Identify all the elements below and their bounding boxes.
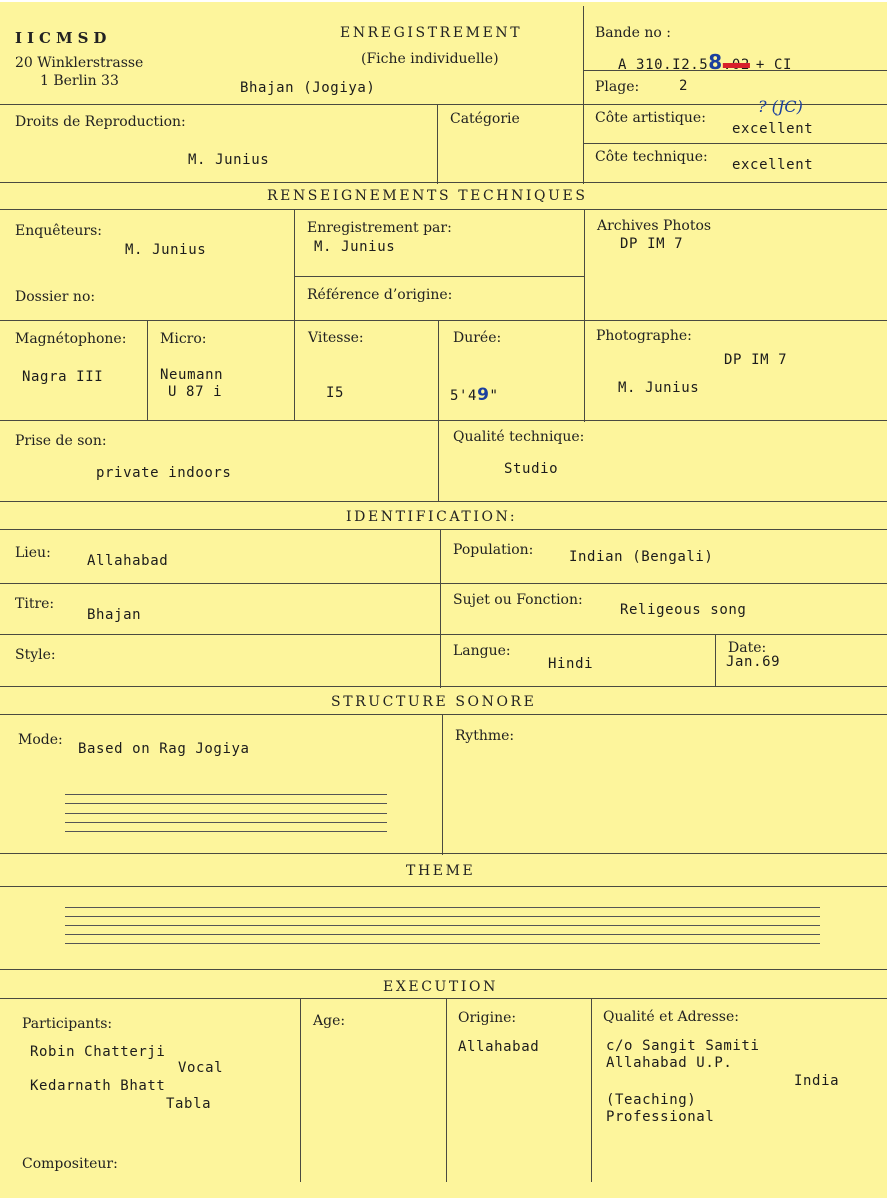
enqueteurs-value: M. Junius: [125, 242, 207, 258]
plage-value: 2: [679, 78, 689, 94]
address-line-2: 1 Berlin 33: [40, 73, 119, 89]
rythme-label: Rythme:: [455, 728, 515, 744]
categorie-label: Catégorie: [450, 111, 520, 127]
sujet-value: Religeous song: [620, 602, 747, 618]
reference-label: Référence d’origine:: [307, 287, 453, 303]
photographe-name: M. Junius: [618, 380, 700, 396]
blank-line: [65, 916, 820, 917]
micro-value-brand: Neumann: [160, 367, 224, 383]
bande-label: Bande no :: [595, 25, 671, 41]
dossier-label: Dossier no:: [15, 289, 96, 305]
blank-line: [65, 803, 387, 804]
enreg-par-value: M. Junius: [314, 239, 396, 255]
participant-1-name: Robin Chatterji: [30, 1044, 166, 1060]
divider: [438, 321, 439, 502]
participant-2-name: Kedarnath Bhatt: [30, 1078, 166, 1094]
institution-logo: IICMSD: [15, 29, 112, 47]
magneto-value: Nagra III: [22, 369, 104, 385]
langue-label: Langue:: [453, 643, 511, 659]
divider: [0, 209, 887, 210]
plage-label: Plage:: [595, 79, 640, 95]
adresse-country: India: [794, 1073, 840, 1089]
section-title-technical: RENSEIGNEMENTS TECHNIQUES: [267, 188, 588, 204]
divider: [0, 686, 887, 687]
bande-number: [618, 50, 792, 74]
blank-line: [65, 934, 820, 935]
mode-label: Mode:: [18, 732, 63, 748]
participants-label: Participants:: [22, 1016, 113, 1032]
divider: [147, 321, 148, 421]
blank-line: [65, 822, 387, 823]
langue-value: Hindi: [548, 656, 594, 672]
date-label: Date:: [728, 640, 767, 656]
compositeur-label: Compositeur:: [22, 1156, 118, 1172]
titre-value: Bhajan: [87, 607, 142, 623]
micro-value-model: U 87 i: [168, 384, 223, 400]
age-label: Age:: [313, 1013, 346, 1029]
divider: [294, 276, 585, 277]
vitesse-label: Vitesse:: [308, 330, 364, 346]
blank-line: [65, 925, 820, 926]
divider: [0, 104, 887, 105]
adresse-line-3: (Teaching): [606, 1092, 697, 1108]
divider: [0, 583, 887, 584]
bande-prefix: A 310.I2.5: [618, 57, 709, 73]
lieu-label: Lieu:: [15, 545, 51, 561]
adresse-line-4: Professional: [606, 1109, 715, 1125]
divider: [0, 182, 887, 183]
cote-technique-value: excellent: [732, 157, 814, 173]
style-label: Style:: [15, 647, 56, 663]
divider: [584, 210, 585, 422]
adresse-line-1: c/o Sangit Samiti: [606, 1038, 760, 1054]
archives-label: Archives Photos: [597, 218, 712, 234]
divider: [0, 420, 887, 421]
adresse-line-2: Allahabad U.P.: [606, 1055, 733, 1071]
divider: [300, 999, 301, 1182]
adresse-label: Qualité et Adresse:: [603, 1009, 739, 1025]
divider: [0, 886, 887, 887]
photographe-label: Photographe:: [596, 328, 692, 344]
divider: [584, 143, 887, 144]
magneto-label: Magnétophone:: [15, 331, 127, 347]
divider: [591, 999, 592, 1182]
photographe-ref: DP IM 7: [724, 352, 788, 368]
divider: [294, 210, 295, 421]
divider: [437, 105, 438, 184]
vitesse-value: I5: [326, 385, 345, 401]
divider: [0, 714, 887, 715]
section-title-structure: STRUCTURE SONORE: [331, 694, 537, 710]
duree-suffix: ": [489, 388, 499, 404]
origine-label: Origine:: [458, 1010, 517, 1026]
section-title-theme: THEME: [406, 863, 476, 879]
duree-prefix: 5'4: [450, 388, 478, 404]
qualite-value: Studio: [504, 461, 559, 477]
divider: [0, 501, 887, 502]
cote-technique-label: Côte technique:: [595, 149, 708, 165]
lieu-value: Allahabad: [87, 553, 169, 569]
sujet-label: Sujet ou Fonction:: [453, 592, 583, 608]
date-value: Jan.69: [726, 654, 781, 670]
divider: [0, 853, 887, 854]
cote-artistique-value: excellent: [732, 121, 814, 137]
form-subtitle: (Fiche individuelle): [361, 51, 499, 67]
duree-handwritten-digit: 9: [477, 385, 490, 405]
archives-value: DP IM 7: [620, 236, 684, 252]
titre-label: Titre:: [15, 596, 55, 612]
divider: [442, 715, 443, 855]
divider: [0, 320, 887, 321]
blank-line: [65, 831, 387, 832]
section-title-execution: EXECUTION: [383, 979, 498, 995]
divider: [715, 635, 716, 687]
duree-value: [450, 385, 499, 405]
population-value: Indian (Bengali): [569, 549, 714, 565]
divider: [0, 529, 887, 530]
bande-struck: .02: [722, 57, 750, 73]
blank-line: [65, 943, 820, 944]
population-label: Population:: [453, 542, 534, 558]
recording-title: Bhajan (Jogiya): [240, 80, 376, 96]
bande-handwritten-digit: 8: [708, 50, 723, 74]
divider: [0, 969, 887, 970]
bande-suffix: + CI: [755, 57, 793, 73]
droits-label: Droits de Reproduction:: [15, 114, 186, 130]
cote-artistique-handwritten: ? (JC): [758, 97, 803, 116]
divider: [446, 999, 447, 1182]
divider: [583, 6, 584, 184]
participant-1-role: Vocal: [178, 1060, 224, 1076]
blank-line: [65, 813, 387, 814]
micro-label: Micro:: [160, 331, 207, 347]
blank-line: [65, 794, 387, 795]
mode-value: Based on Rag Jogiya: [78, 741, 250, 757]
prise-label: Prise de son:: [15, 433, 107, 449]
index-card: [0, 2, 887, 1198]
qualite-label: Qualité technique:: [453, 429, 585, 445]
origine-value: Allahabad: [458, 1039, 540, 1055]
form-title: ENREGISTREMENT: [340, 25, 523, 41]
enqueteurs-label: Enquêteurs:: [15, 223, 103, 239]
droits-value: M. Junius: [188, 152, 270, 168]
enreg-par-label: Enregistrement par:: [307, 220, 452, 236]
blank-line: [65, 907, 820, 908]
address-line-1: 20 Winklerstrasse: [15, 55, 144, 71]
prise-value: private indoors: [96, 465, 232, 481]
duree-label: Durée:: [453, 330, 502, 346]
divider: [0, 634, 887, 635]
section-title-identification: IDENTIFICATION:: [346, 509, 518, 525]
cote-artistique-label: Côte artistique:: [595, 110, 706, 126]
divider: [0, 998, 887, 999]
divider: [440, 530, 441, 688]
participant-2-role: Tabla: [166, 1096, 212, 1112]
